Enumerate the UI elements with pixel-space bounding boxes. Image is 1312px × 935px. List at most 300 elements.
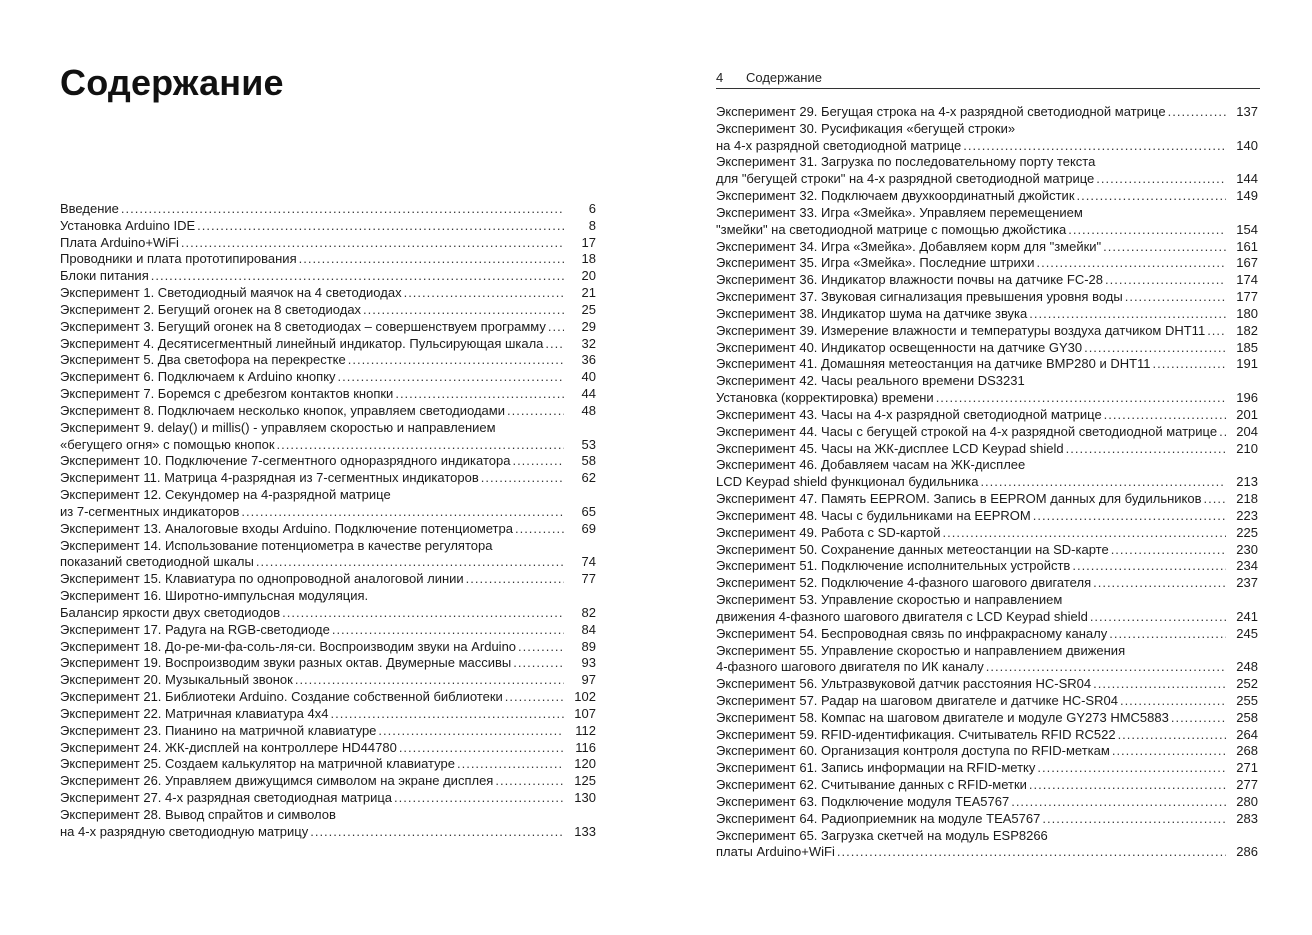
toc-dot-leader	[1204, 491, 1226, 508]
toc-entry[interactable]	[60, 655, 596, 672]
toc-entry[interactable]	[716, 407, 1258, 424]
toc-entry[interactable]	[716, 542, 1258, 559]
toc-page-number: 48	[581, 402, 596, 418]
toc-entry[interactable]	[60, 689, 596, 706]
toc-dot-leader	[1072, 558, 1226, 575]
toc-page-number: 271	[1236, 760, 1258, 776]
toc-entry[interactable]	[716, 794, 1258, 811]
toc-page-number: 40	[581, 369, 596, 385]
toc-entry-line	[60, 723, 596, 740]
toc-page-number: 144	[1236, 171, 1258, 187]
toc-dot-leader	[963, 138, 1226, 155]
toc-page-number: 201	[1236, 406, 1258, 422]
toc-dot-leader	[1171, 710, 1226, 727]
toc-entry[interactable]	[716, 491, 1258, 508]
toc-entry-line	[60, 437, 596, 454]
toc-entry-line	[716, 188, 1258, 205]
toc-entry-title: Эксперимент 46. Добавляем часам на ЖК-дисплее	[716, 457, 1026, 473]
toc-entry-title: Эксперимент 24. ЖК-дисплей на контроллере HD44780	[60, 739, 397, 755]
toc-page-number: 213	[1236, 474, 1258, 490]
toc-dot-leader	[1029, 777, 1226, 794]
toc-dot-leader	[1033, 508, 1226, 525]
toc-dot-leader	[1042, 811, 1226, 828]
toc-dot-leader	[363, 302, 564, 319]
toc-dot-leader	[518, 639, 564, 656]
toc-dot-leader	[1029, 306, 1226, 323]
toc-page-number: 196	[1236, 390, 1258, 406]
toc-page-number: 93	[581, 655, 596, 671]
toc-entry-title: Эксперимент 41. Домашняя метеостанция на датчике BMP280 и DHT11	[716, 356, 1151, 372]
toc-page-number: 77	[581, 571, 596, 587]
toc-page-number: 36	[581, 352, 596, 368]
toc-entry[interactable]	[716, 373, 1258, 407]
toc-page-number: 225	[1236, 524, 1258, 540]
toc-page-number: 161	[1236, 238, 1258, 254]
toc-dot-leader	[151, 268, 564, 285]
toc-page-number: 53	[581, 436, 596, 452]
toc-page-number: 252	[1236, 676, 1258, 692]
toc-entry-title: «бегущего огня» с помощью кнопок	[60, 436, 275, 452]
toc-entry[interactable]	[60, 251, 596, 268]
toc-page-number: 180	[1236, 305, 1258, 321]
toc-entry[interactable]	[716, 239, 1258, 256]
toc-dot-leader	[1090, 609, 1226, 626]
toc-entry-line	[60, 336, 596, 353]
toc-page-number: 32	[581, 335, 596, 351]
toc-entry[interactable]	[716, 525, 1258, 542]
toc-entry[interactable]	[60, 235, 596, 252]
toc-entry-title: LCD Keypad shield функционал будильника	[716, 474, 979, 490]
toc-entry-line	[716, 289, 1258, 306]
right-page	[656, 0, 1312, 935]
toc-entry-line	[60, 605, 596, 622]
toc-entry[interactable]	[716, 777, 1258, 794]
toc-page-number: 74	[581, 554, 596, 570]
toc-entry-title: Эксперимент 26. Управляем движущимся символом на экране дисплея	[60, 773, 494, 789]
toc-entry-line	[716, 457, 1258, 474]
toc-entry-title: на 4-х разрядной светодиодной матрице	[716, 137, 962, 153]
toc-entry-line	[60, 588, 596, 605]
toc-entry-title: Эксперимент 5. Два светофора на перекрестке	[60, 352, 346, 368]
toc-page-number: 280	[1236, 793, 1258, 809]
toc-entry-title: Эксперимент 32. Подключаем двухкоординатный джойстик	[716, 188, 1075, 204]
toc-page-number: 154	[1236, 221, 1258, 237]
toc-entry-line	[60, 756, 596, 773]
toc-entry-title: Эксперимент 45. Часы на ЖК-дисплее LCD Keypad shield	[716, 440, 1064, 456]
toc-entry-title: Эксперимент 1. Светодиодный маячок на 4 светодиодах	[60, 285, 402, 301]
toc-entry-line	[716, 609, 1258, 626]
toc-dot-leader	[1084, 340, 1226, 357]
toc-entry-title: Установка Arduino IDE	[60, 217, 196, 233]
toc-dot-leader	[277, 437, 564, 454]
toc-entry-title: Балансир яркости двух светодиодов	[60, 604, 281, 620]
toc-page-number: 264	[1236, 726, 1258, 742]
toc-entry[interactable]	[60, 285, 596, 302]
toc-dot-leader	[1077, 188, 1226, 205]
toc-entry-title: Эксперимент 35. Игра «Змейка». Последние штрихи	[716, 255, 1035, 271]
toc-entry[interactable]	[716, 457, 1258, 491]
toc-entry[interactable]	[716, 255, 1258, 272]
toc-dot-leader	[513, 655, 564, 672]
toc-page-number: 62	[581, 470, 596, 486]
toc-dot-leader	[399, 740, 564, 757]
toc-entry-title: Эксперимент 9. delay() и millis() - управляем скоростью и направлением	[60, 419, 496, 435]
page-title: Содержание	[60, 62, 284, 103]
toc-entry-title: Эксперимент 12. Секундомер на 4-разрядной матрице	[60, 487, 391, 503]
toc-entry-line	[60, 824, 596, 841]
toc-dot-leader	[986, 659, 1226, 676]
toc-dot-leader	[936, 390, 1226, 407]
toc-entry-title: Эксперимент 11. Матрица 4-разрядная из 7-сегментных индикаторов	[60, 470, 479, 486]
toc-dot-leader	[837, 844, 1226, 861]
toc-dot-leader	[1093, 676, 1226, 693]
toc-dot-leader	[1118, 727, 1226, 744]
toc-dot-leader	[378, 723, 564, 740]
toc-entry-title: Установка (корректировка) времени	[716, 390, 934, 406]
toc-entry[interactable]	[60, 352, 596, 369]
toc-entry-line	[716, 491, 1258, 508]
toc-entry-line	[716, 373, 1258, 390]
toc-page-number: 286	[1236, 844, 1258, 860]
toc-entry[interactable]	[716, 121, 1258, 155]
toc-page-number: 137	[1236, 104, 1258, 119]
toc-entry[interactable]	[716, 760, 1258, 777]
toc-page-number: 21	[581, 285, 596, 301]
toc-page-number: 102	[574, 689, 596, 705]
toc-entry-line	[716, 760, 1258, 777]
toc-entry[interactable]	[60, 302, 596, 319]
toc-entry-title: Эксперимент 60. Организация контроля доступа по RFID-меткам	[716, 743, 1110, 759]
toc-entry[interactable]	[716, 272, 1258, 289]
toc-dot-leader	[310, 824, 564, 841]
toc-entry[interactable]	[716, 693, 1258, 710]
toc-entry[interactable]	[60, 403, 596, 420]
toc-page-number: 125	[574, 773, 596, 789]
toc-entry[interactable]	[716, 828, 1258, 862]
toc-entry[interactable]	[60, 201, 596, 218]
toc-entry[interactable]	[60, 723, 596, 740]
toc-entry-line	[716, 542, 1258, 559]
toc-dot-leader	[1125, 289, 1226, 306]
toc-entry-title: Эксперимент 3. Бегущий огонек на 8 светодиодах – совершенствуем программу	[60, 318, 546, 334]
toc-page-number: 241	[1236, 608, 1258, 624]
toc-page-number: 268	[1236, 743, 1258, 759]
toc-page-number: 174	[1236, 272, 1258, 288]
toc-page-number: 89	[581, 638, 596, 654]
toc-entry-line	[716, 558, 1258, 575]
toc-entry-line	[60, 504, 596, 521]
toc-entry-title: Эксперимент 17. Радуга на RGB-светодиоде	[60, 621, 330, 637]
toc-entry-line	[716, 441, 1258, 458]
toc-dot-leader	[332, 622, 564, 639]
toc-entry[interactable]	[716, 441, 1258, 458]
toc-page-number: 191	[1236, 356, 1258, 372]
toc-entry[interactable]	[716, 508, 1258, 525]
toc-entry-line	[60, 453, 596, 470]
toc-dot-leader	[515, 521, 564, 538]
toc-entry-line	[60, 571, 596, 588]
toc-entry-title: Эксперимент 47. Память EEPROM. Запись в EEPROM данных для будильников	[716, 491, 1202, 507]
toc-entry[interactable]	[60, 538, 596, 572]
toc-entry[interactable]	[716, 643, 1258, 677]
toc-entry-title: Эксперимент 55. Управление скоростью и направлением движения	[716, 642, 1126, 658]
toc-entry-title: Эксперимент 64. Радиоприемник на модуле TEA5767	[716, 810, 1041, 826]
toc-page-number: 223	[1236, 507, 1258, 523]
toc-entry[interactable]	[60, 773, 596, 790]
toc-dot-leader	[404, 285, 564, 302]
toc-dot-leader	[295, 672, 564, 689]
toc-entry[interactable]	[60, 639, 596, 656]
toc-entry[interactable]	[60, 571, 596, 588]
toc-entry-title: Эксперимент 31. Загрузка по последовательному порту текста	[716, 154, 1096, 170]
toc-page-number: 6	[588, 201, 596, 216]
toc-entry-title: Эксперимент 4. Десятисегментный линейный индикатор. Пульсирующая шкала	[60, 335, 544, 351]
toc-page-number: 84	[581, 621, 596, 637]
toc-page-number: 29	[581, 318, 596, 334]
toc-entry[interactable]	[716, 306, 1258, 323]
toc-dot-leader	[121, 201, 564, 218]
toc-entry[interactable]	[60, 319, 596, 336]
toc-page-number: 116	[575, 739, 596, 755]
toc-dot-leader	[1111, 542, 1226, 559]
toc-entry-line	[60, 639, 596, 656]
toc-entry-line	[60, 268, 596, 285]
toc-page-number: 120	[574, 756, 596, 772]
toc-entry[interactable]	[60, 740, 596, 757]
toc-entry[interactable]	[60, 369, 596, 386]
toc-entry[interactable]	[716, 424, 1258, 441]
toc-page-number: 82	[581, 604, 596, 620]
toc-entry-title: Эксперимент 63. Подключение модуля TEA5767	[716, 793, 1010, 809]
toc-entry-line	[60, 470, 596, 487]
toc-entry-title: Эксперимент 59. RFID-идентификация. Считыватель RFID RC522	[716, 726, 1116, 742]
page-number: 4	[716, 70, 724, 85]
toc-page-number: 69	[581, 520, 596, 536]
toc-entry-title: Эксперимент 49. Работа с SD-картой	[716, 524, 941, 540]
toc-page-number: 112	[575, 722, 596, 738]
toc-entry-title: на 4-х разрядную светодиодную матрицу	[60, 823, 309, 839]
toc-entry[interactable]	[716, 340, 1258, 357]
toc-dot-leader	[282, 605, 564, 622]
toc-dot-leader	[1168, 104, 1226, 121]
toc-entry-title: Эксперимент 8. Подключаем несколько кнопок, управляем светодиодами	[60, 402, 505, 418]
toc-entry-line	[716, 626, 1258, 643]
toc-entry-title: "змейки" на светодиодной матрице с помощью джойстика	[716, 221, 1067, 237]
toc-entry-line	[716, 508, 1258, 525]
toc-entry-line	[60, 235, 596, 252]
toc-entry-line	[716, 575, 1258, 592]
toc-entry[interactable]	[716, 727, 1258, 744]
toc-dot-leader	[1037, 760, 1226, 777]
toc-entry[interactable]	[60, 420, 596, 454]
toc-entry-line	[716, 222, 1258, 239]
toc-entry[interactable]	[716, 104, 1258, 121]
toc-entry-line	[60, 740, 596, 757]
toc-page-number: 255	[1236, 692, 1258, 708]
toc-entry-line	[60, 521, 596, 538]
toc-page-number: 130	[574, 789, 596, 805]
toc-page-number: 25	[581, 301, 596, 317]
toc-entry-line	[716, 474, 1258, 491]
toc-entry-line	[60, 622, 596, 639]
toc-entry[interactable]	[716, 811, 1258, 828]
toc-entry-title: платы Arduino+WiFi	[716, 844, 835, 860]
toc-entry-title: Эксперимент 15. Клавиатура по однопроводной аналоговой линии	[60, 571, 464, 587]
toc-entry-line	[60, 251, 596, 268]
toc-page-number: 140	[1236, 137, 1258, 153]
toc-entry[interactable]	[716, 188, 1258, 205]
toc-entry-title: Эксперимент 22. Матричная клавиатура 4x4	[60, 705, 329, 721]
toc-entry-line	[60, 386, 596, 403]
toc-entry-line	[60, 369, 596, 386]
toc-page-number: 97	[581, 672, 596, 688]
toc-entry-title: Эксперимент 20. Музыкальный звонок	[60, 672, 293, 688]
toc-entry-title: Эксперимент 51. Подключение исполнительных устройств	[716, 558, 1071, 574]
toc-entry-line	[60, 672, 596, 689]
toc-page-number: 277	[1236, 777, 1258, 793]
toc-entry-title: Эксперимент 39. Измерение влажности и температуры воздуха датчиком DHT11	[716, 322, 1206, 338]
toc-entry-title: Эксперимент 44. Часы с бегущей строкой на 4-х разрядной светодиодной матрице	[716, 423, 1218, 439]
toc-entry-title: Эксперимент 10. Подключение 7-сегментного одноразрядного индикатора	[60, 453, 511, 469]
toc-entry[interactable]	[60, 268, 596, 285]
toc-entry-title: Эксперимент 23. Пианино на матричной клавиатуре	[60, 722, 377, 738]
toc-dot-leader	[1105, 272, 1226, 289]
toc-entry[interactable]	[716, 575, 1258, 592]
toc-entry-title: Проводники и плата прототипирования	[60, 251, 297, 267]
toc-entry[interactable]	[60, 588, 596, 622]
toc-dot-leader	[457, 756, 564, 773]
toc-entry-title: Блоки питания	[60, 268, 149, 284]
toc-entry[interactable]	[60, 521, 596, 538]
toc-entry[interactable]	[716, 289, 1258, 306]
toc-entry-title: Эксперимент 30. Русификация «бегущей строки»	[716, 120, 1016, 136]
toc-entry-line	[716, 340, 1258, 357]
toc-entry[interactable]	[716, 710, 1258, 727]
toc-entry-line	[716, 592, 1258, 609]
toc-entry[interactable]	[716, 323, 1258, 340]
toc-entry[interactable]	[60, 672, 596, 689]
toc-dot-leader	[1207, 323, 1226, 340]
toc-entry-line	[716, 239, 1258, 256]
toc-page-number: 167	[1236, 255, 1258, 271]
toc-entry-title: Эксперимент 2. Бегущий огонек на 8 светодиодах	[60, 301, 362, 317]
toc-entry[interactable]	[60, 622, 596, 639]
toc-entry-line	[716, 121, 1258, 138]
toc-entry-line	[60, 352, 596, 369]
toc-entry-line	[716, 828, 1258, 845]
toc-entry-title: Эксперимент 18. До-ре-ми-фа-соль-ля-си. Воспроизводим звуки на Arduino	[60, 638, 517, 654]
toc-entry-line	[716, 727, 1258, 744]
toc-dot-leader	[395, 386, 564, 403]
toc-entry-line	[716, 659, 1258, 676]
toc-entry-title: Эксперимент 34. Игра «Змейка». Добавляем корм для "змейки"	[716, 238, 1102, 254]
toc-dot-leader	[1103, 239, 1226, 256]
toc-entry-line	[716, 844, 1258, 861]
toc-entry[interactable]	[716, 676, 1258, 693]
toc-entry[interactable]	[716, 626, 1258, 643]
toc-page-number: 230	[1236, 541, 1258, 557]
toc-entry[interactable]	[60, 807, 596, 841]
toc-entry[interactable]	[716, 558, 1258, 575]
toc-entry-title: Эксперимент 38. Индикатор шума на датчике звука	[716, 305, 1028, 321]
toc-page-number: 218	[1236, 491, 1258, 507]
toc-entry[interactable]	[60, 706, 596, 723]
toc-entry-line	[60, 807, 596, 824]
toc-page-number: 8	[588, 217, 596, 233]
toc-entry-title: показаний светодиодной шкалы	[60, 554, 254, 570]
toc-entry[interactable]	[60, 386, 596, 403]
toc-dot-leader	[1120, 693, 1226, 710]
toc-entry[interactable]	[60, 756, 596, 773]
toc-dot-leader	[943, 525, 1227, 542]
toc-page-number: 185	[1236, 339, 1258, 355]
toc-entry[interactable]	[60, 487, 596, 521]
toc-entry[interactable]	[60, 790, 596, 807]
toc-entry[interactable]	[716, 592, 1258, 626]
toc-entry-title: Эксперимент 13. Аналоговые входы Arduino. Подключение потенциометра	[60, 520, 513, 536]
toc-page-number: 177	[1236, 289, 1258, 305]
toc-entry-title: Эксперимент 40. Индикатор освещенности на датчике GY30	[716, 339, 1083, 355]
toc-entry-line	[716, 794, 1258, 811]
toc-page-number: 58	[581, 453, 596, 469]
toc-entry-line	[716, 743, 1258, 760]
toc-entry-line	[60, 420, 596, 437]
toc-page-number: 65	[581, 503, 596, 519]
toc-entry[interactable]	[716, 154, 1258, 188]
toc-dot-leader	[1112, 743, 1226, 760]
toc-dot-leader	[1096, 171, 1226, 188]
toc-dot-leader	[394, 790, 564, 807]
toc-entry-title: Эксперимент 19. Воспроизводим звуки разных октав. Двумерные массивы	[60, 655, 512, 671]
toc-entry-title: Эксперимент 48. Часы с будильниками на EEPROM	[716, 507, 1031, 523]
toc-entry-title: Плата Arduino+WiFi	[60, 234, 179, 250]
toc-dot-leader	[197, 218, 564, 235]
toc-dot-leader	[1036, 255, 1226, 272]
toc-entry[interactable]	[716, 743, 1258, 760]
toc-list-right	[716, 104, 1258, 861]
toc-entry-line	[716, 525, 1258, 542]
toc-entry[interactable]	[716, 205, 1258, 239]
toc-dot-leader	[1011, 794, 1226, 811]
toc-entry-line	[60, 285, 596, 302]
toc-page-number: 237	[1236, 575, 1258, 591]
toc-entry-title: Эксперимент 52. Подключение 4-фазного шагового двигателя	[716, 575, 1092, 591]
toc-entry-title: Эксперимент 54. Беспроводная связь по инфракрасному каналу	[716, 625, 1108, 641]
toc-entry-title: Введение	[60, 201, 119, 216]
toc-page-number: 44	[581, 386, 596, 402]
toc-entry[interactable]	[60, 453, 596, 470]
toc-dot-leader	[1093, 575, 1226, 592]
toc-entry-title: движения 4-фазного шагового двигателя с LCD Keypad shield	[716, 608, 1088, 624]
toc-entry-title: Эксперимент 50. Сохранение данных метеостанции на SD-карте	[716, 541, 1109, 557]
toc-entry-title: Эксперимент 6. Подключаем к Arduino кнопку	[60, 369, 336, 385]
toc-entry-title: Эксперимент 57. Радар на шаговом двигателе и датчике HC-SR04	[716, 692, 1118, 708]
toc-entry-line	[716, 138, 1258, 155]
toc-entry[interactable]	[60, 218, 596, 235]
toc-entry[interactable]	[60, 470, 596, 487]
toc-entry-title: Эксперимент 36. Индикатор влажности почвы на датчике FC-28	[716, 272, 1104, 288]
toc-entry[interactable]	[716, 356, 1258, 373]
toc-entry-title: из 7-сегментных индикаторов	[60, 503, 240, 519]
toc-entry-title: Эксперимент 21. Библиотеки Arduino. Создание собственной библиотеки	[60, 689, 503, 705]
toc-entry-title: Эксперимент 14. Использование потенциометра в качестве регулятора	[60, 537, 493, 553]
toc-dot-leader	[481, 470, 564, 487]
toc-entry[interactable]	[60, 336, 596, 353]
toc-entry-line	[60, 773, 596, 790]
toc-dot-leader	[256, 554, 564, 571]
toc-entry-line	[716, 390, 1258, 407]
toc-dot-leader	[1104, 407, 1226, 424]
